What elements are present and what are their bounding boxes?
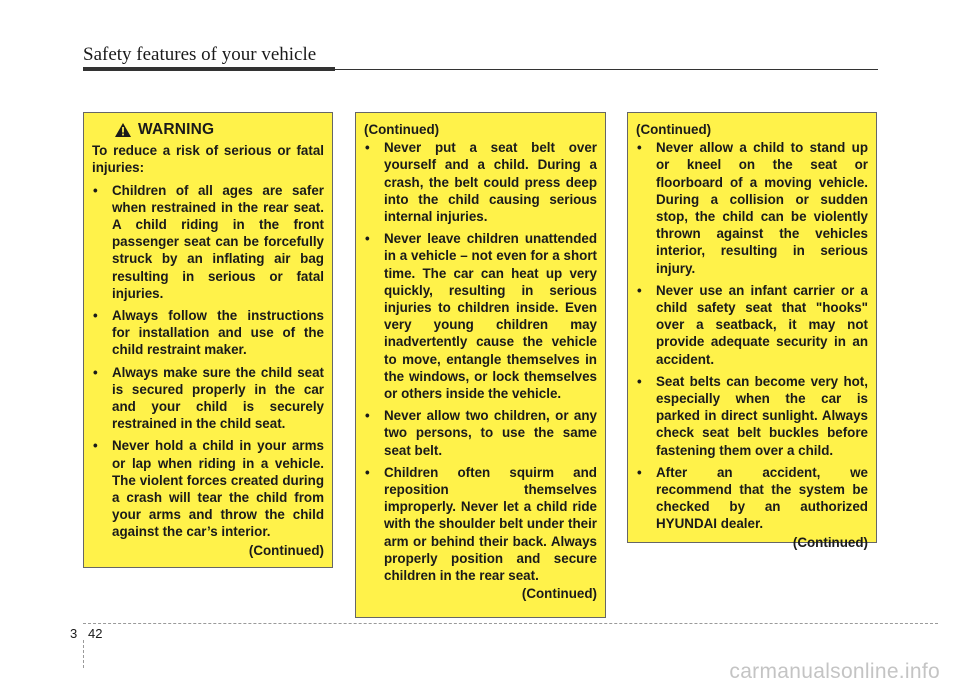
list-item-text: After an accident, we recommend that the system be checked by an authorized HYUNDAI dealer. [656,464,868,532]
list-item [364,407,597,459]
list-item [364,464,597,584]
header-rule-thin [335,69,878,70]
bullet: • [93,308,98,324]
continued-top-label: (Continued) [636,122,712,137]
list-item-text: Never allow a child to stand up or kneel on the seat or floorboard of a moving vehicle. During a collision or sudden stop, the child can be violently thrown against the vehicles interior, resulting in serious injury. [656,140,868,276]
list-item [92,437,324,540]
warning-box-1 [83,112,333,568]
list-item-text: Never allow two children, or any two persons, to use the same seat belt. [384,408,597,458]
list-item [636,373,868,459]
footer-vertical-divider [83,640,84,668]
list-item-text: Never use an infant carrier or a child safety seat that "hooks" over a seatback, it may not provide adequate security in an accident. [656,282,868,367]
bullet: • [365,464,370,480]
continued-label: (Continued) [521,586,597,602]
continued-label: (Continued) [792,534,868,550]
list-item-text: Never hold a child in your arms or lap when riding in a vehicle. The violent forces created during a crash will tear the child from your arms and throw the child against the car’s interior. [112,438,324,540]
bullet: • [637,464,642,480]
bullet: • [637,373,642,389]
warning-box-3 [627,112,877,550]
list-item-text: Seat belts can become very hot, especially when the car is parked in direct sunlight. Always check seat belt buckles before fastening them over a child. [656,373,868,458]
list-item-text: Always make sure the child seat is secured properly in the car and your child is securely restrained in the child seat. [112,364,324,432]
warning-intro: To reduce a risk of serious or fatal injuries: [92,143,324,176]
bullet: • [93,438,98,454]
chapter-number: 3 [70,626,78,641]
list-item-text: Always follow the instructions for installation and use of the child restraint maker. [112,308,324,358]
warning-list-3 [636,139,868,532]
bullet: • [93,364,98,380]
page-header-title: Safety features of your vehicle [83,44,317,65]
bullet: • [637,282,642,298]
bullet: • [365,140,370,156]
continued-top-label: (Continued) [364,122,440,137]
warning-box-2 [355,112,606,618]
warning-title: WARNING [138,121,215,138]
list-item-text: Never put a seat belt over yourself and a child. During a crash, the belt could press deep into the child causing serious internal injuries. [384,140,597,225]
bullet: • [93,182,98,198]
list-item [364,230,597,402]
warning-list-1 [92,182,324,541]
list-item-text: Children often squirm and reposition themselves improperly. Never let a child ride with the shoulder belt under their arm or behind their back. Always properly position and secure children in the rear seat. [384,464,597,584]
list-item [92,182,324,302]
header-rule-thick [83,67,335,71]
list-item [636,282,868,368]
watermark: carmanualsonline.info [729,660,940,683]
bullet: • [365,231,370,247]
list-item [636,139,868,277]
list-item-text: Children of all ages are safer when restrained in the rear seat. A child riding in the front passenger seat can be forcefully struck by an inflating air bag resulting in serious or fatal injuries. [112,182,324,301]
list-item-text: Never leave children unattended in a vehicle – not even for a short time. The car can heat up very quickly, resulting in serious injuries to children inside. Even very young children may inadvertently cause the vehicle to move, entangle themselves in the windows, or lock themselves or others inside the vehicle. [384,231,597,402]
list-item [92,307,324,359]
footer-divider [83,623,938,624]
page-number: 42 [88,626,103,641]
list-item [636,464,868,533]
warning-list-2 [364,139,597,584]
continued-label: (Continued) [248,542,324,558]
list-item [92,364,324,433]
bullet: • [365,408,370,424]
warning-triangle-icon [114,122,132,138]
bullet: • [637,140,642,156]
warning-heading [114,121,324,138]
list-item [364,139,597,225]
